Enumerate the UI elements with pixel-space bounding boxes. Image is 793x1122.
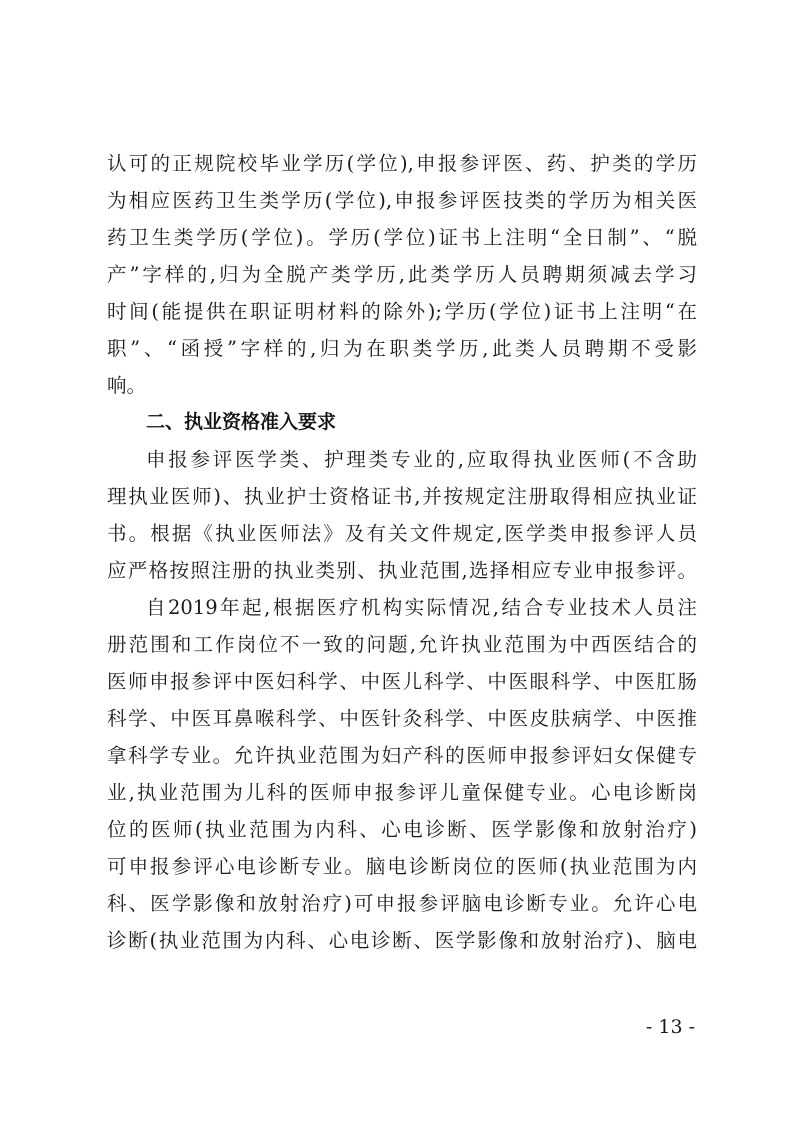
text-line: 药卫生类学历(学位)。学历(学位)证书上注明“全日制”、“脱 [107, 226, 697, 249]
paragraph-scope-exceptions [107, 589, 697, 959]
text-line: 自2019年起,根据医疗机构实际情况,结合专业技术人员注 [146, 596, 697, 619]
text-line: 申报参评医学类、护理类专业的,应取得执业医师(不含助 [146, 448, 697, 471]
text-line: 业,执业范围为儿科的医师申报参评儿童保健专业。心电诊断岗 [107, 781, 697, 804]
page-number: - 13 - [645, 1016, 695, 1038]
text-line: 位的医师(执业范围为内科、心电诊断、医学影像和放射治疗) [107, 818, 697, 841]
text-line: 科学、中医耳鼻喉科学、中医针灸科学、中医皮肤病学、中医推 [107, 707, 697, 730]
text-line: 认可的正规院校毕业学历(学位),申报参评医、药、护类的学历 [107, 152, 697, 175]
text-line: 为相应医药卫生类学历(学位),申报参评医技类的学历为相关医 [107, 189, 697, 212]
text-line: 应严格按照注册的执业类别、执业范围,选择相应专业申报参评。 [107, 559, 697, 582]
text-line: 响。 [107, 374, 147, 397]
text-line: 产”字样的,归为全脱产类学历,此类学历人员聘期须减去学习 [107, 263, 697, 286]
section-heading: 二、执业资格准入要求 [146, 411, 337, 433]
text-line: 医师申报参评中医妇科学、中医儿科学、中医眼科学、中医肛肠 [107, 670, 697, 693]
text-line: 可申报参评心电诊断专业。脑电诊断岗位的医师(执业范围为内 [107, 855, 697, 878]
text-line: 书。根据《执业医师法》及有关文件规定,医学类申报参评人员 [107, 522, 697, 545]
text-line: 科、医学影像和放射治疗)可申报参评脑电诊断专业。允许心电 [107, 892, 697, 915]
text-line: 时间(能提供在职证明材料的除外);学历(学位)证书上注明“在 [107, 300, 697, 323]
text-line: 册范围和工作岗位不一致的问题,允许执业范围为中西医结合的 [107, 633, 697, 656]
text-line: 理执业医师)、执业护士资格证书,并按规定注册取得相应执业证 [107, 485, 697, 508]
text-line: 诊断(执业范围为内科、心电诊断、医学影像和放射治疗)、脑电 [107, 929, 697, 952]
text-line: 拿科学专业。允许执业范围为妇产科的医师申报参评妇女保健专 [107, 744, 697, 767]
paragraph-license-requirement [107, 441, 697, 589]
paragraph-academic-qualification [107, 145, 697, 404]
body-text [107, 145, 697, 959]
text-line: 职”、“函授”字样的,归为在职类学历,此类人员聘期不受影 [107, 337, 697, 360]
